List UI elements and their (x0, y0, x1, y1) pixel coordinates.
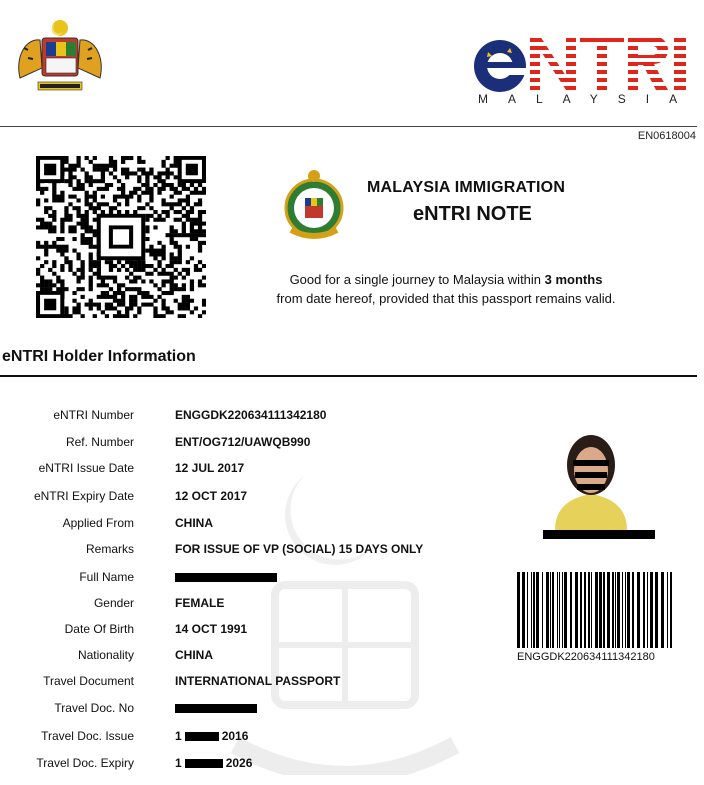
value-travel-doc-issue (175, 729, 248, 743)
validity-duration: 3 months (544, 272, 603, 287)
expiry-prefix: 1 (175, 756, 182, 770)
label-expiry-date: eNTRI Expiry Date (33, 489, 134, 503)
redaction-bar (185, 732, 219, 741)
photo-name-redaction (543, 530, 655, 539)
document-number: EN0618004 (637, 130, 696, 142)
holder-section-title: eNTRI Holder Information (2, 348, 196, 365)
entri-logo (470, 22, 698, 112)
label-travel-doc-issue: Travel Doc. Issue (41, 729, 134, 743)
value-gender: FEMALE (175, 596, 225, 610)
value-issue-date: 12 JUL 2017 (175, 461, 245, 475)
value-date-of-birth: 14 OCT 1991 (175, 622, 248, 636)
value-travel-document: INTERNATIONAL PASSPORT (175, 674, 341, 688)
validity-statement (236, 270, 656, 308)
label-gender: Gender (93, 596, 134, 610)
coat-of-arms-icon (10, 18, 110, 98)
validity-text-part2: from date hereof, provided that this passport remains valid. (276, 291, 616, 306)
value-full-name (175, 570, 277, 584)
barcode (515, 572, 677, 648)
value-travel-doc-expiry (175, 756, 252, 770)
value-nationality: CHINA (175, 648, 213, 662)
label-remarks: Remarks (85, 542, 134, 556)
issue-prefix: 1 (175, 729, 182, 743)
header-divider (0, 126, 697, 127)
expiry-suffix: 2026 (225, 756, 253, 770)
label-date-of-birth: Date Of Birth (64, 622, 134, 636)
entri-logo-country: MALAYSIA (478, 92, 698, 106)
holder-photo (545, 420, 637, 530)
validity-text-part1: Good for a single journey to Malaysia within (289, 272, 545, 287)
entri-note-title: eNTRI NOTE (413, 203, 532, 225)
qr-code (36, 156, 206, 318)
redaction-bar (175, 704, 257, 713)
label-travel-doc-no: Travel Doc. No (54, 701, 134, 715)
label-travel-document: Travel Document (43, 674, 134, 688)
value-ref-number: ENT/OG712/UAWQB990 (175, 435, 311, 449)
section-divider (0, 375, 697, 377)
entri-logo-graphic (470, 22, 698, 94)
value-expiry-date: 12 OCT 2017 (175, 489, 248, 503)
label-entri-number: eNTRI Number (53, 408, 134, 422)
value-entri-number: ENGGDK220634111342180 (175, 408, 327, 422)
label-issue-date: eNTRI Issue Date (38, 461, 134, 475)
immigration-title: MALAYSIA IMMIGRATION (367, 179, 566, 196)
value-travel-doc-no (175, 701, 257, 715)
issue-suffix: 2016 (221, 729, 249, 743)
label-travel-doc-expiry: Travel Doc. Expiry (36, 756, 134, 770)
redaction-bar (185, 759, 223, 768)
barcode-number: ENGGDK220634111342180 (517, 651, 655, 663)
watermark-crest-icon (215, 445, 475, 775)
label-nationality: Nationality (77, 648, 134, 662)
value-applied-from: CHINA (175, 516, 213, 530)
immigration-crest-icon (283, 168, 345, 240)
label-applied-from: Applied From (62, 516, 134, 530)
value-remarks: FOR ISSUE OF VP (SOCIAL) 15 DAYS ONLY (175, 542, 424, 556)
redaction-bar (175, 573, 277, 582)
label-full-name: Full Name (79, 570, 134, 584)
label-ref-number: Ref. Number (65, 435, 134, 449)
